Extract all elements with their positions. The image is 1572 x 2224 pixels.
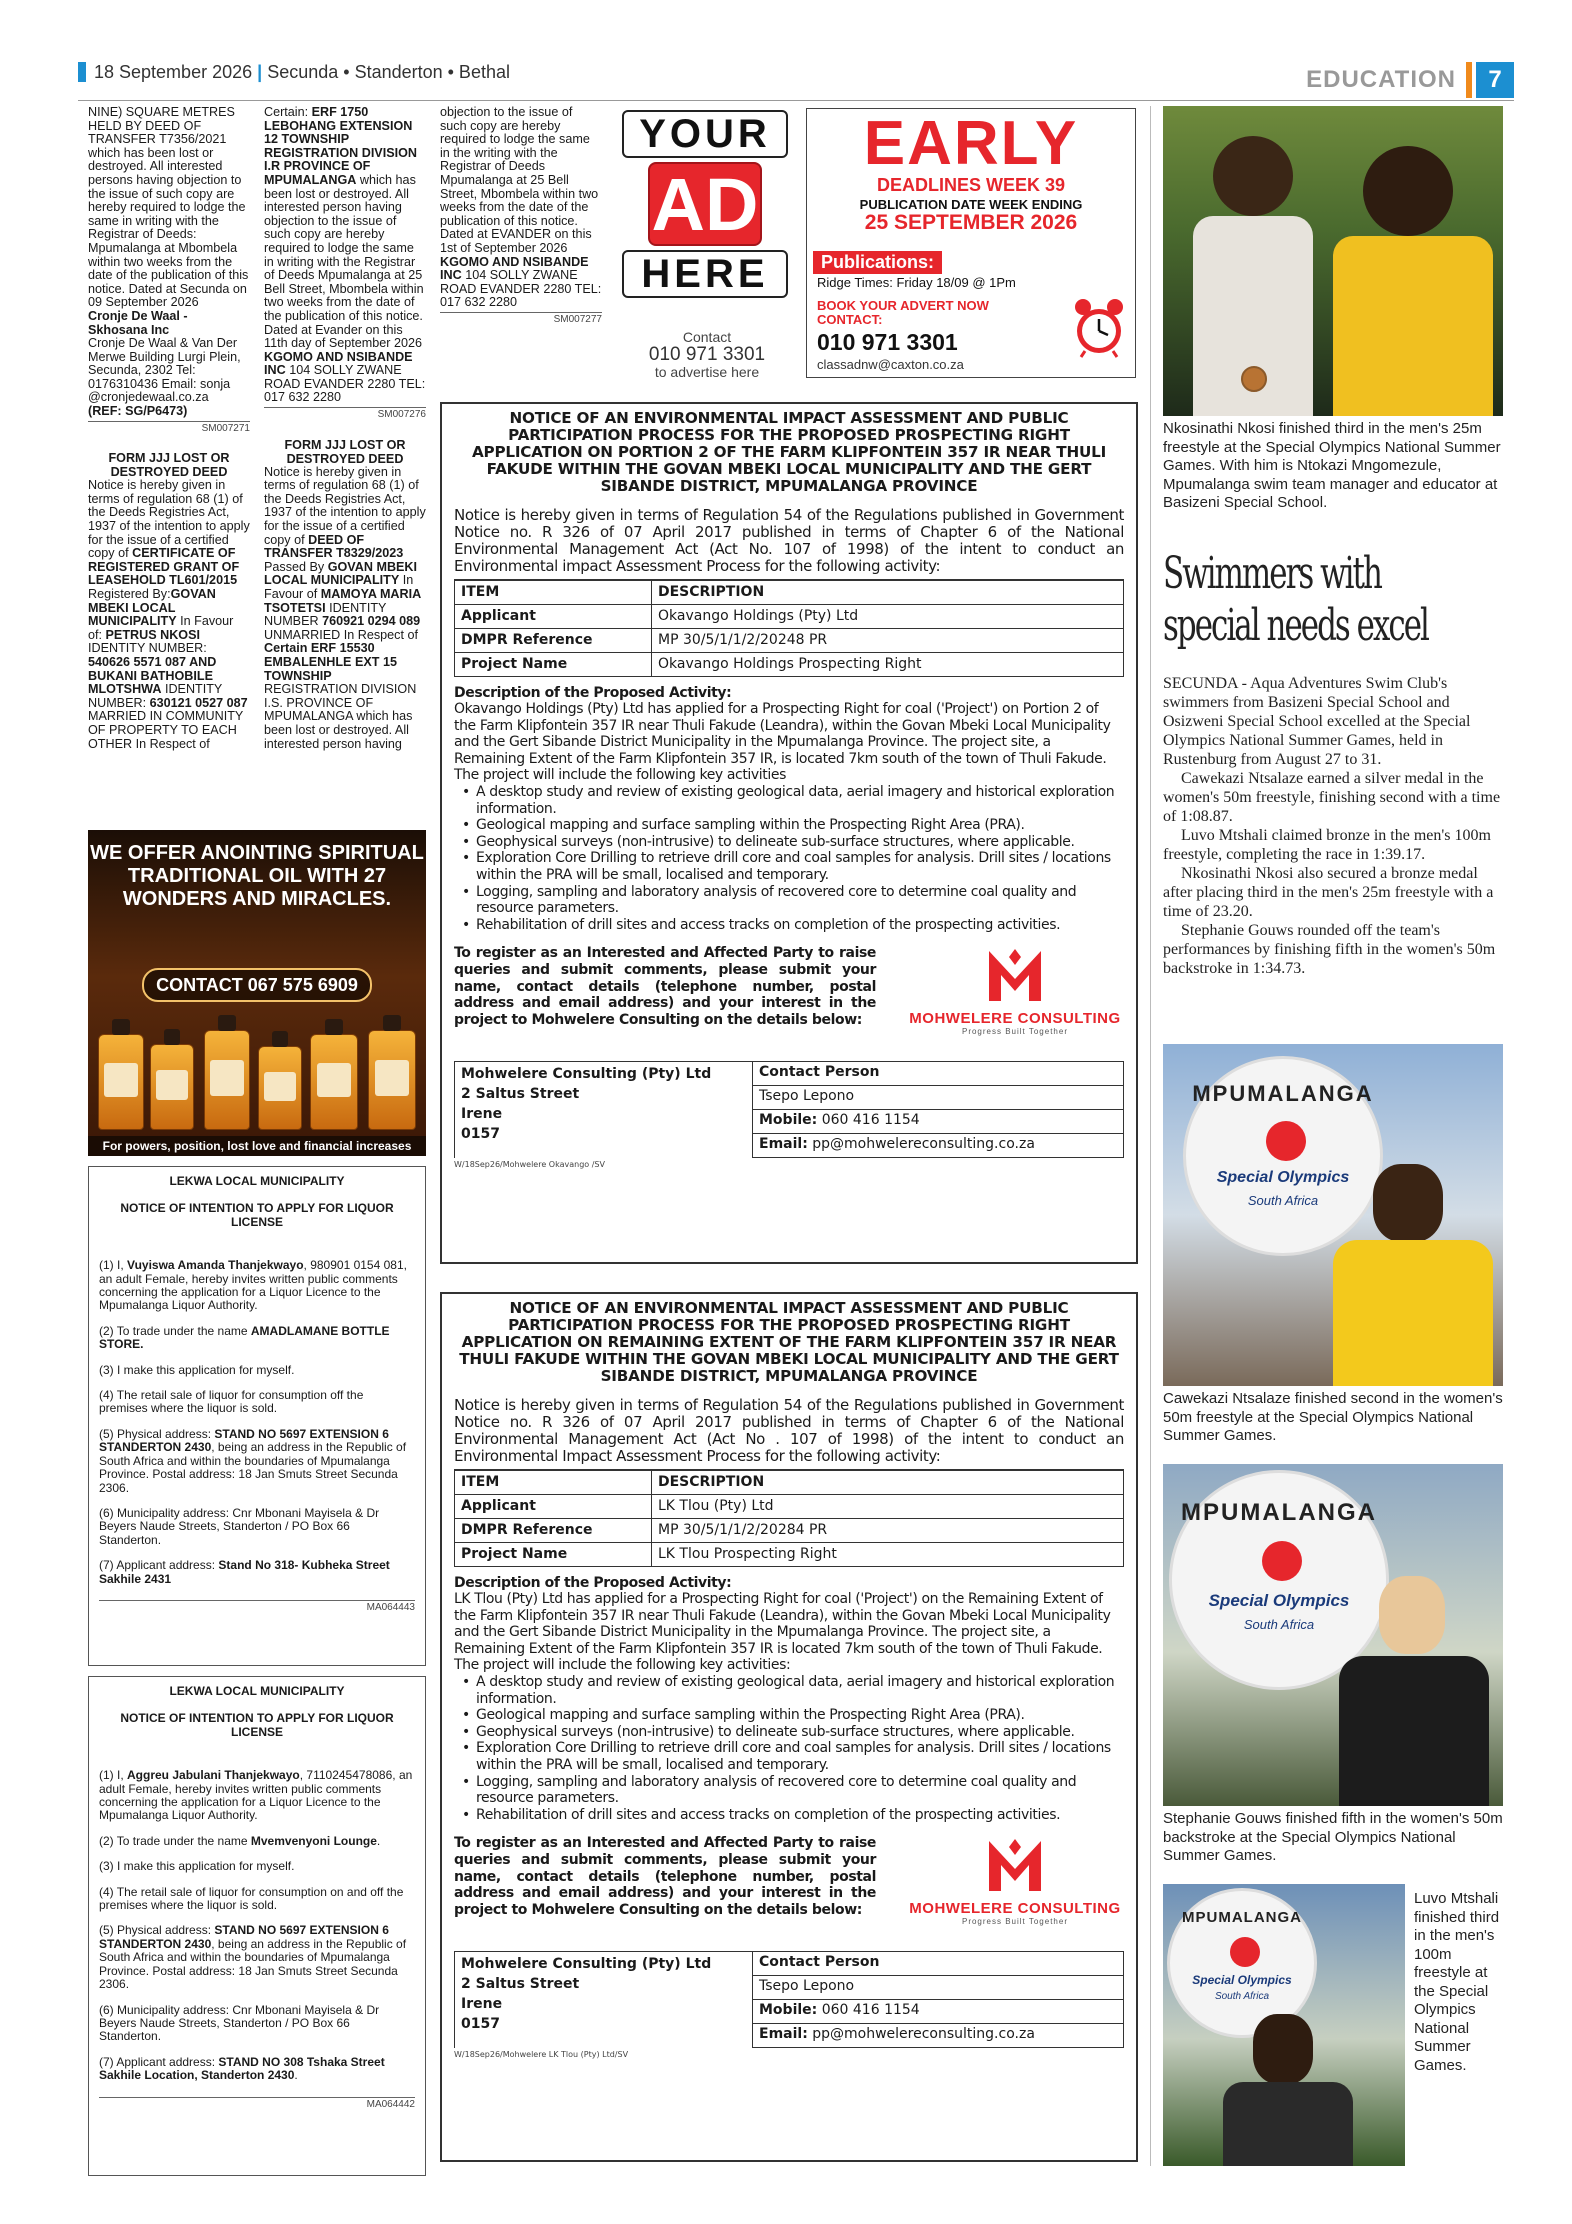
special-olympics-logo-icon	[1230, 1937, 1260, 1967]
p1: , 980901 0154 081, an adult Female, hereby invites written public comments concerning the application for a Liquor Licence to the Mpumalanga Liquor Authority.	[99, 1258, 407, 1313]
sign-text-bot: South Africa	[1247, 1193, 1319, 1208]
logo-tagline: Progress Built Together	[961, 1027, 1068, 1037]
book-now: BOOK YOUR ADVERT NOW CONTACT:	[817, 298, 989, 327]
form-para: Registered By:	[88, 587, 171, 601]
contact-table	[454, 1951, 1124, 2048]
contact-label: Contact	[682, 329, 732, 345]
your-ad-contact	[632, 330, 782, 380]
form-bold: 630121 0527 087	[149, 695, 248, 710]
activity-description	[454, 1575, 1124, 1824]
ad-word: AD	[648, 162, 762, 246]
activity-bullet: • Logging, sampling and laboratory analysis of recovered core to determine coal quality and resource parameters.	[462, 884, 1124, 917]
table-header: DESCRIPTION	[652, 580, 1124, 604]
person-shirt	[1339, 1656, 1489, 1806]
form-para: In Favour of	[264, 573, 414, 601]
person-shirt	[1333, 236, 1493, 416]
oil-bottle	[150, 1044, 194, 1130]
table-cell: Applicant	[455, 604, 652, 628]
early-title: EARLY	[863, 109, 1079, 178]
header-towns: Secunda • Standerton • Bethal	[267, 62, 510, 82]
logo-text: MOHWELERE CONSULTING	[909, 1010, 1121, 1028]
person-head	[1373, 1164, 1443, 1242]
photo-cawekazi	[1163, 1044, 1503, 1386]
sign-text-top: MPUMALANGA	[1192, 1081, 1374, 1106]
ad-code: SM007277	[440, 312, 602, 327]
applicant-name: Aggreu Jabulani Thanjekwayo	[127, 1768, 300, 1783]
firm-name: KGOMO AND NSIBANDE INC	[440, 254, 589, 283]
email-address: pp@mohwelereconsulting.co.za	[812, 1136, 1035, 1153]
contact-mobile[interactable]	[753, 2000, 1124, 2024]
sign-text-bot: South Africa	[1243, 1617, 1315, 1632]
sign-text-mid: Special Olympics	[1208, 1591, 1350, 1610]
person-head	[1379, 1576, 1445, 1654]
addr-line: 0157	[461, 2016, 500, 2033]
company-address	[455, 1952, 753, 2048]
photo-caption-1: Nkosinathi Nkosi finished third in the men's 25m freestyle at the Special Olympics National Summer Games. With him is Ntokazi Mngomezule, Mpumalanga swim team manager and educator at Basizeni Special School.	[1163, 420, 1501, 511]
applicant-address: STAND NO 308 Tshaka Street Sakhile Location, Standerton 2430	[99, 2054, 385, 2083]
your-word: YOUR	[622, 110, 788, 158]
physical-address: STAND NO 5697 EXTENSION 6 STANDERTON 2430	[99, 1426, 389, 1455]
p4: (4) The retail sale of liquor for consumption off the premises where the liquor is sold.	[99, 1388, 364, 1416]
story-paragraph: Luvo Mtshali claimed bronze in the men's 100m freestyle, completing the race in 1:39.17.	[1163, 827, 1491, 863]
trade-name: Mvemvenyoni Lounge	[250, 1833, 377, 1848]
notice-title: NOTICE OF INTENTION TO APPLY FOR LIQUOR LICENSE	[120, 1201, 394, 1229]
activity-bullet: • Rehabilitation of drill sites and access tracks on completion of the prospecting activities.	[462, 917, 1124, 934]
table-cell: Okavango Holdings (Pty) Ltd	[652, 604, 1124, 628]
p1: , 7110245478086, an adult Female, hereby invites written public comments concerning the application for a Liquor Licence to the Mpumalanga Liquor Authority.	[99, 1768, 413, 1823]
table-header: ITEM	[455, 1470, 652, 1494]
pub-date: 25 SEPTEMBER 2026	[864, 211, 1078, 234]
addr-line: 2 Saltus Street	[461, 1976, 580, 1993]
photo-nkosinathi	[1163, 106, 1503, 416]
logo-tagline: Progress Built Together	[961, 1917, 1068, 1927]
firm-address: 104 SOLLY ZWANE ROAD EVANDER 2280 TEL: 017 632 2280	[440, 268, 602, 310]
notice-ref: W/18Sep26/Mohwelere LK Tlou (Pty) Ltd/SV	[454, 2050, 629, 2060]
p5: , being an address in the Republic of South Africa and within the boundaries of Mpumalanga Province. Postal address: 18 Jan Smuts Street Secunda 2306.	[99, 1440, 407, 1495]
ad-code: MA064442	[99, 2097, 415, 2111]
form-para: IDENTITY NUMBER:	[88, 682, 223, 710]
p2: (2) To trade under the name	[99, 1323, 248, 1338]
logo-text: MOHWELERE CONSULTING	[909, 1900, 1121, 1918]
company-address	[455, 1062, 753, 1158]
story-body	[1163, 674, 1503, 978]
sign-text-mid: Special Olympics	[1192, 1973, 1292, 1987]
person-head	[1213, 136, 1293, 216]
activity-bullet: • Geophysical surveys (non-intrusive) to delineate sub-surface structures, where applicable.	[462, 1724, 1124, 1741]
page-number: 7	[1476, 62, 1514, 98]
desc-heading: Description of the Proposed Activity:	[454, 1574, 732, 1591]
table-cell: Okavango Holdings Prospecting Right	[652, 652, 1124, 676]
pub-date-label: PUBLICATION DATE WEEK ENDING	[859, 197, 1083, 212]
oil-bottle	[368, 1030, 416, 1130]
contact-table	[454, 1061, 1124, 1158]
p5: (5) Physical address:	[99, 1426, 212, 1441]
contact-person-label: Contact Person	[753, 1062, 1124, 1086]
contact-person-name: Tsepo Lepono	[753, 1976, 1124, 2000]
form-bold: CERTIFICATE OF REGISTERED GRANT OF LEASEHOLD TL601/2015	[88, 546, 240, 588]
form-para: Notice is hereby given in terms of regulation 68 (1) of the Deeds Registries Act, 1937 of the intention to apply for the issue of a certified copy of	[88, 478, 250, 561]
anointing-oil-ad	[88, 830, 426, 1156]
activity-bullet: • A desktop study and review of existing geological data, aerial imagery and historical exploration information.	[462, 784, 1124, 817]
contact-email[interactable]	[753, 1134, 1124, 1158]
contact-sub: to advertise here	[654, 364, 760, 380]
story-paragraph: Nkosinathi Nkosi also secured a bronze medal after placing third in the men's 25m freestyle with a time of 23.20.	[1163, 865, 1494, 920]
ref-line: (REF: SG/P6473)	[88, 404, 188, 419]
ad-code: SM007271	[88, 421, 250, 436]
email-address: pp@mohwelereconsulting.co.za	[812, 2026, 1035, 2043]
p3: (3) I make this application for myself.	[99, 1362, 295, 1377]
form-para: IDENTITY NUMBER	[264, 600, 387, 629]
early-email[interactable]: classadnw@caxton.co.za	[817, 357, 964, 372]
applicant-address: Stand No 318- Kubheka Street Sakhile 2431	[99, 1558, 390, 1586]
register-instructions: To register as an Interested and Affected Party to raise queries and submit comments, please submit your name, contact details (telephone number, postal address and email address) and your interest in the project to Mohwelere Consulting on the details below:	[454, 945, 876, 1028]
photo-luvo	[1163, 1884, 1405, 2166]
notice-title: NOTICE OF AN ENVIRONMENTAL IMPACT ASSESSMENT AND PUBLIC PARTICIPATION PROCESS FOR THE PROPOSED PROSPECTING RIGHT APPLICATION ON PORTION 2 OF THE FARM KLIPFONTEIN 357 IR NEAR THULI FAKUDE WITHIN THE GOVAN MBEKI LOCAL MUNICIPALITY AND THE GERT SIBANDE DISTRICT, MPUMALANGA PROVINCE	[471, 409, 1107, 495]
person-shirt	[1333, 1240, 1493, 1386]
email-label: Email:	[759, 2026, 808, 2043]
table-cell: Project Name	[455, 1542, 652, 1566]
contact-person-name: Tsepo Lepono	[753, 1086, 1124, 1110]
firm-address: 104 SOLLY ZWANE ROAD EVANDER 2280 TEL: 017 632 2280	[264, 363, 426, 405]
firm-name: KGOMO AND NSIBANDE INC	[264, 349, 413, 378]
notice-ref: W/18Sep26/Mohwelere Okavango /SV	[454, 1160, 605, 1170]
col3-para: objection to the issue of such copy are hereby required to lodge the same in the writing with the Registrar of Deeds Mpumalanga at 25 Bell Street, Mbombela within two weeks from the date of the publication of this notice. Dated at EVANDER on this 1st of September 2026	[440, 105, 599, 255]
story-paragraph: Stephanie Gouws rounded off the team's performances by finishing fifth in the women's 50m backstroke in 1:34.73.	[1163, 922, 1496, 977]
oil-bottle	[310, 1034, 358, 1130]
form-text	[88, 479, 250, 751]
form-bold: GOVAN MBEKI LOCAL MUNICIPALITY	[264, 559, 418, 588]
mobile-label: Mobile:	[759, 1112, 818, 1129]
mohwelere-logo	[904, 1835, 1126, 1926]
deed-notice-text: NINE) SQUARE METRES HELD BY DEED OF TRANSFER T7356/2021 which has been lost or destroyed. All interested persons having objection to the issue of such copy are hereby required to lodge the same in writing with the Registrar of Deeds: Mpumalanga at Mbombela within two weeks from the date of the publication of this notice. Dated at Secunda on 09 September 2026	[88, 105, 249, 310]
p1: (1) I,	[99, 1768, 124, 1783]
p2: (2) To trade under the name	[99, 1833, 248, 1848]
form-para: Notice is hereby given in terms of regulation 68 (1) of the Deeds Registries Act, 1937 of the intention to apply for the issue of a certified copy of	[264, 464, 426, 547]
photo-caption-2: Cawekazi Ntsalaze finished second in the women's 50m freestyle at the Special Olympics National Summer Games.	[1163, 1390, 1503, 1444]
trade-name: AMADLAMANE BOTTLE STORE.	[99, 1323, 390, 1352]
special-olympics-logo-icon	[1262, 1541, 1302, 1581]
sign-text-mid: Special Olympics	[1216, 1169, 1350, 1186]
municipality-name: LEKWA LOCAL MUNICIPALITY	[169, 1174, 345, 1188]
form-para: IDENTITY NUMBER:	[88, 641, 207, 656]
col2-para: which has been lost or destroyed. All interested person having objection to the issue of such copy are hereby required to lodge the same in writing with the Registrar of Deeds Mpumalanga at 25 Bell Street, Mbombela within two weeks from the date of the publication of this notice. Dated at Evander on this 11th day of September 2026	[264, 172, 424, 351]
activity-bullet: • Geological mapping and surface sampling within the Prospecting Right Area (PRA).	[462, 817, 1124, 834]
oil-headline: WE OFFER ANOINTING SPIRITUAL TRADITIONAL OIL WITH 27 WONDERS AND MIRACLES.	[90, 842, 424, 910]
form-para: MARRIED IN COMMUNITY OF PROPERTY TO EACH OTHER In Respect of	[88, 709, 244, 751]
desc-text: LK Tlou (Pty) Ltd has applied for a Prospecting Right for coal ('Project') on the Remaining Extent of the Farm Klipfontein 357 IR near Thuli Fakude (Leandra), within the Govan Mbeki Local Municipality and the Gert Sibande District Municipality in the Mpumalanga Province. The project site, a Remaining Extent of the Farm Klipfontein 357 IR is located 7km south of the town of Thuli Fakude. The project will include the following key activities:	[454, 1591, 1111, 1674]
p7: (7) Applicant address:	[99, 1558, 216, 1573]
addr-line: Mohwelere Consulting (Pty) Ltd	[461, 1066, 712, 1083]
header-date: 18 September 2026	[94, 62, 253, 82]
p4: (4) The retail sale of liquor for consumption on and off the premises where the liquor is sold.	[99, 1884, 404, 1913]
liquor-licence-notice-2: LEKWA LOCAL MUNICIPALITY NOTICE OF INTENTION TO APPLY FOR LIQUOR LICENSE (1) I, Aggreu Jabulani Thanjekwayo, 7110245478086, an adult Female, hereby invites written public comments concerning the application for a Liquor Licence to the Mpumalanga Liquor Authority. (2) To trade under the name Mvemvenyoni Lounge. (3) I make this application for myself. (4) The retail sale of liquor for consumption on and off the premises where the liquor is sold. (5) Physical address: STAND NO 5697 EXTENSION 6 STANDERTON 2430, being an address in the Republic of South Africa and within the boundaries of Mpumalanga Province. Postal address: 18 Jan Smuts Street Secunda 2306. (6) Municipality address: Cnr Mbonani Mayisela & Dr Beyers Naude Streets, Standerton / PO Box 66 Standerton. (7) Applicant address: STAND NO 308 Tshaka Street Sakhile Location, Standerton 2430. MA064442	[88, 1676, 426, 2176]
p1: (1) I,	[99, 1258, 124, 1273]
table-cell: Applicant	[455, 1494, 652, 1518]
p6: (6) Municipality address: Cnr Mbonani Mayisela & Dr Beyers Naude Streets, Standerton / PO Box 66 Standerton.	[99, 1505, 380, 1547]
p7: (7) Applicant address:	[99, 2054, 216, 2069]
form-para: In Favour of:	[88, 614, 234, 642]
person-head	[1253, 2014, 1313, 2084]
p6: (6) Municipality address: Cnr Mbonani Mayisela & Dr Beyers Naude Streets, Standerton / PO Box 66 Standerton.	[99, 2002, 380, 2044]
classified-column-2	[264, 106, 426, 751]
liquor-licence-notice-1	[88, 1166, 426, 1666]
form-bold: GOVAN MBEKI LOCAL MUNICIPALITY	[88, 587, 216, 629]
addr-line: Irene	[461, 1106, 503, 1123]
sign-text-top: MPUMALANGA	[1181, 1499, 1377, 1526]
table-cell: DMPR Reference	[455, 628, 652, 652]
email-label: Email:	[759, 1136, 808, 1153]
form-bold: DEED OF TRANSFER T8329/2023	[264, 532, 404, 561]
form-title: FORM JJJ LOST OR DESTROYED DEED	[108, 451, 230, 480]
header-rule	[78, 100, 1514, 101]
photo-caption-4: Luvo Mtshali finished third in the men's 100m freestyle at the Special Olympics National Summer Games.	[1414, 1890, 1500, 2074]
deadlines-week: DEADLINES WEEK 39	[876, 175, 1066, 195]
special-olympics-logo-icon	[1266, 1121, 1306, 1161]
notice-intro: Notice is hereby given in terms of Regulation 54 of the Regulations published in Government Notice no. R 326 of 07 April 2017 published in terms of Chapter 6 of the National Environmental Management Act (Act No . 107 of 1998) of the intent to conduct an Environmental Impact Assessment Process for the following activity:	[454, 1396, 1124, 1465]
oil-bottle	[98, 1034, 144, 1130]
sign-text-top: MPUMALANGA	[1182, 1909, 1302, 1926]
eia-notice-1	[440, 402, 1138, 1264]
p3: (3) I make this application for myself.	[99, 1859, 295, 1874]
form-para: REGISTRATION DIVISION I.S. PROVINCE OF MPUMALANGA which has been lost or destroyed. All interested person having	[264, 682, 417, 751]
page-header-right	[1306, 62, 1514, 98]
special-olympics-sign	[1183, 1056, 1383, 1256]
column-divider	[1150, 106, 1151, 2166]
activity-table	[454, 579, 1124, 677]
ad-code: MA064443	[99, 1600, 415, 1614]
activity-bullet: • Logging, sampling and laboratory analysis of recovered core to determine coal quality and resource parameters.	[462, 1774, 1124, 1807]
activity-bullet: • Rehabilitation of drill sites and access tracks on completion of the prospecting activities.	[462, 1807, 1124, 1824]
desc-heading: Description of the Proposed Activity:	[454, 684, 732, 701]
ad-code: SM007276	[264, 407, 426, 422]
oil-contact[interactable]: CONTACT 067 575 6909	[142, 968, 372, 1002]
story-paragraph: SECUNDA - Aqua Adventures Swim Club's swimmers from Basizeni Special School and Osizweni Special School excelled at the Special Olympics National Summer Games, held in Rustenburg from August 27 to 31.	[1163, 675, 1471, 768]
header-accent-bar	[78, 62, 86, 82]
header-sep: |	[257, 62, 263, 82]
classified-column-1	[88, 106, 250, 751]
table-cell: MP 30/5/1/1/2/20284 PR	[652, 1518, 1124, 1542]
table-cell: DMPR Reference	[455, 1518, 652, 1542]
table-cell: Project Name	[455, 652, 652, 676]
addr-line: Irene	[461, 1996, 503, 2013]
early-deadlines-box	[806, 108, 1136, 378]
table-header: DESCRIPTION	[652, 1470, 1124, 1494]
mohwelere-m-icon	[985, 1835, 1045, 1895]
section-label: EDUCATION	[1306, 66, 1456, 93]
activity-bullet: • Geological mapping and surface sampling within the Prospecting Right Area (PRA).	[462, 1707, 1124, 1724]
mobile-number: 060 416 1154	[821, 2002, 920, 2019]
mohwelere-logo	[904, 945, 1126, 1036]
addr-line: Mohwelere Consulting (Pty) Ltd	[461, 1956, 712, 1973]
mohwelere-m-icon	[985, 945, 1045, 1005]
form-bold: Certain ERF 15530 EMBALENHLE EXT 15 TOWNSHIP	[264, 641, 397, 683]
activity-description	[454, 685, 1124, 934]
headline-line-2: special needs excel	[1163, 600, 1428, 651]
table-cell: MP 30/5/1/1/2/20248 PR	[652, 628, 1124, 652]
medal-icon	[1241, 366, 1267, 392]
notice-title: NOTICE OF AN ENVIRONMENTAL IMPACT ASSESSMENT AND PUBLIC PARTICIPATION PROCESS FOR THE PROPOSED PROSPECTING RIGHT APPLICATION ON REMAINING EXTENT OF THE FARM KLIPFONTEIN 357 IR NEAR THULI FAKUDE WITHIN THE GOVAN MBEKI LOCAL MUNICIPALITY AND THE GERT SIBANDE DISTRICT, MPUMALANGA PROVINCE	[459, 1299, 1119, 1385]
notice-title: NOTICE OF INTENTION TO APPLY FOR LIQUOR LICENSE	[120, 1711, 394, 1739]
contact-email[interactable]	[753, 2024, 1124, 2048]
firm-address: Cronje De Waal & Van Der Merwe Building Lurgi Plein, Secunda, 2302 Tel: 0176310436 Email: sonja @cronjedewaal.co.za	[88, 336, 241, 405]
col2-para: Certain:	[264, 105, 309, 119]
applicant-name: Vuyiswa Amanda Thanjekwayo	[127, 1258, 304, 1273]
person-head	[1363, 146, 1453, 236]
p5: , being an address in the Republic of South Africa and within the boundaries of Mpumalanga Province. Postal address: 18 Jan Smuts Street Secunda 2306.	[99, 1936, 407, 1992]
ridge-times-deadline: Ridge Times: Friday 18/09 @ 1Pm	[817, 275, 1016, 290]
municipality-name: LEKWA LOCAL MUNICIPALITY	[169, 1684, 345, 1698]
addr-line: 2 Saltus Street	[461, 1086, 580, 1103]
photo-caption-3: Stephanie Gouws finished fifth in the women's 50m backstroke at the Special Olympics National Summer Games.	[1163, 1810, 1503, 1864]
activity-table	[454, 1469, 1124, 1567]
story-paragraph: Cawekazi Ntsalaze earned a silver medal in the women's 50m freestyle, finishing second with a time of 1:08.87.	[1163, 770, 1501, 825]
page-header-left	[78, 62, 510, 83]
notice-intro: Notice is hereby given in terms of Regulation 54 of the Regulations published in Government Notice no. R 326 of 07 April 2017 published in terms of Chapter 6 of the National Environmental Management Act (Act No. 107 of 1998) of the intent to conduct an Environmental impact Assessment Process for the following activity:	[454, 506, 1124, 575]
here-word: HERE	[622, 250, 788, 298]
classified-column-3	[440, 106, 602, 327]
publications-label: Publications:	[813, 251, 942, 274]
contact-mobile[interactable]	[753, 1110, 1124, 1134]
oil-footer: For powers, position, lost love and financial increases	[88, 1136, 426, 1156]
mobile-number: 060 416 1154	[821, 1112, 920, 1129]
activity-bullet: • Exploration Core Drilling to retrieve drill core and coal samples for analysis. Drill sites / locations within the PRA will be small, localised and temporary.	[462, 1740, 1124, 1773]
form-bold: 540626 5571 087 AND BUKANI BATHOBILE MLOTSHWA	[88, 654, 217, 697]
form-para: UNMARRIED In Respect of	[264, 627, 418, 642]
alarm-clock-icon	[1071, 297, 1127, 359]
activity-bullet: • Exploration Core Drilling to retrieve drill core and coal samples for analysis. Drill sites / locations within the PRA will be small, localised and temporary.	[462, 850, 1124, 883]
sign-text-bot: South Africa	[1214, 1991, 1270, 2002]
desc-text: Okavango Holdings (Pty) Ltd has applied for a Prospecting Right for coal ('Project') on Portion 2 of the Farm Klipfontein 357 IR near Thuli Fakude (Leandra), within the Govan Mbeki Local Municipality and the Gert Sibande District Municipality in the Mpumalanga Province. The project site, a Remaining Extent of the Farm Klipfontein 357 IR, is located 7km south of the town of Thuli Fakude. The project will include the following key activities	[454, 701, 1111, 784]
early-phone[interactable]: 010 971 3301	[817, 329, 958, 355]
firm-name: Cronje De Waal - Skhosana Inc	[88, 308, 188, 337]
physical-address: STAND NO 5697 EXTENSION 6 STANDERTON 2430	[99, 1923, 389, 1951]
mobile-label: Mobile:	[759, 2002, 818, 2019]
photo-stephanie	[1163, 1464, 1503, 1806]
section-accent	[1466, 62, 1472, 98]
p5: (5) Physical address:	[99, 1923, 212, 1938]
person-shirt	[1223, 2082, 1353, 2166]
form-bold: 760921 0294 089	[322, 614, 421, 629]
eia-notice-2	[440, 1292, 1138, 2162]
table-cell: LK Tlou Prospecting Right	[652, 1542, 1124, 1566]
table-cell: LK Tlou (Pty) Ltd	[652, 1494, 1124, 1518]
addr-line: 0157	[461, 1126, 500, 1143]
table-header: ITEM	[455, 580, 652, 604]
register-instructions: To register as an Interested and Affected Party to raise queries and submit comments, please submit your name, contact details (telephone number, postal address and email address) and your interest in the project to Mohwelere Consulting on the details below:	[454, 1835, 876, 1918]
form-para: Passed By	[264, 559, 325, 574]
col2-bold: ERF 1750 LEBOHANG EXTENSION 12 TOWNSHIP REGISTRATION DIVISION I.R PROVINCE OF MPUMALANGA	[264, 105, 418, 187]
oil-bottle	[204, 1030, 250, 1130]
headline-line-1: Swimmers with	[1163, 548, 1381, 599]
oil-bottle	[258, 1046, 302, 1130]
contact-phone[interactable]: 010 971 3301	[648, 344, 766, 365]
story-headline	[1163, 548, 1503, 660]
activity-bullet: • Geophysical surveys (non-intrusive) to delineate sub-surface structures, where applicable.	[462, 834, 1124, 851]
form-bold: MAMOYA MARIA TSOTETSI	[264, 587, 421, 615]
form-bold: PETRUS NKOSI	[105, 627, 200, 642]
contact-person-label: Contact Person	[753, 1952, 1124, 1976]
form-title: FORM JJJ LOST OR DESTROYED DEED	[284, 437, 406, 466]
activity-bullet: • A desktop study and review of existing geological data, aerial imagery and historical exploration information.	[462, 1674, 1124, 1707]
your-ad-here-graphic	[620, 108, 790, 298]
